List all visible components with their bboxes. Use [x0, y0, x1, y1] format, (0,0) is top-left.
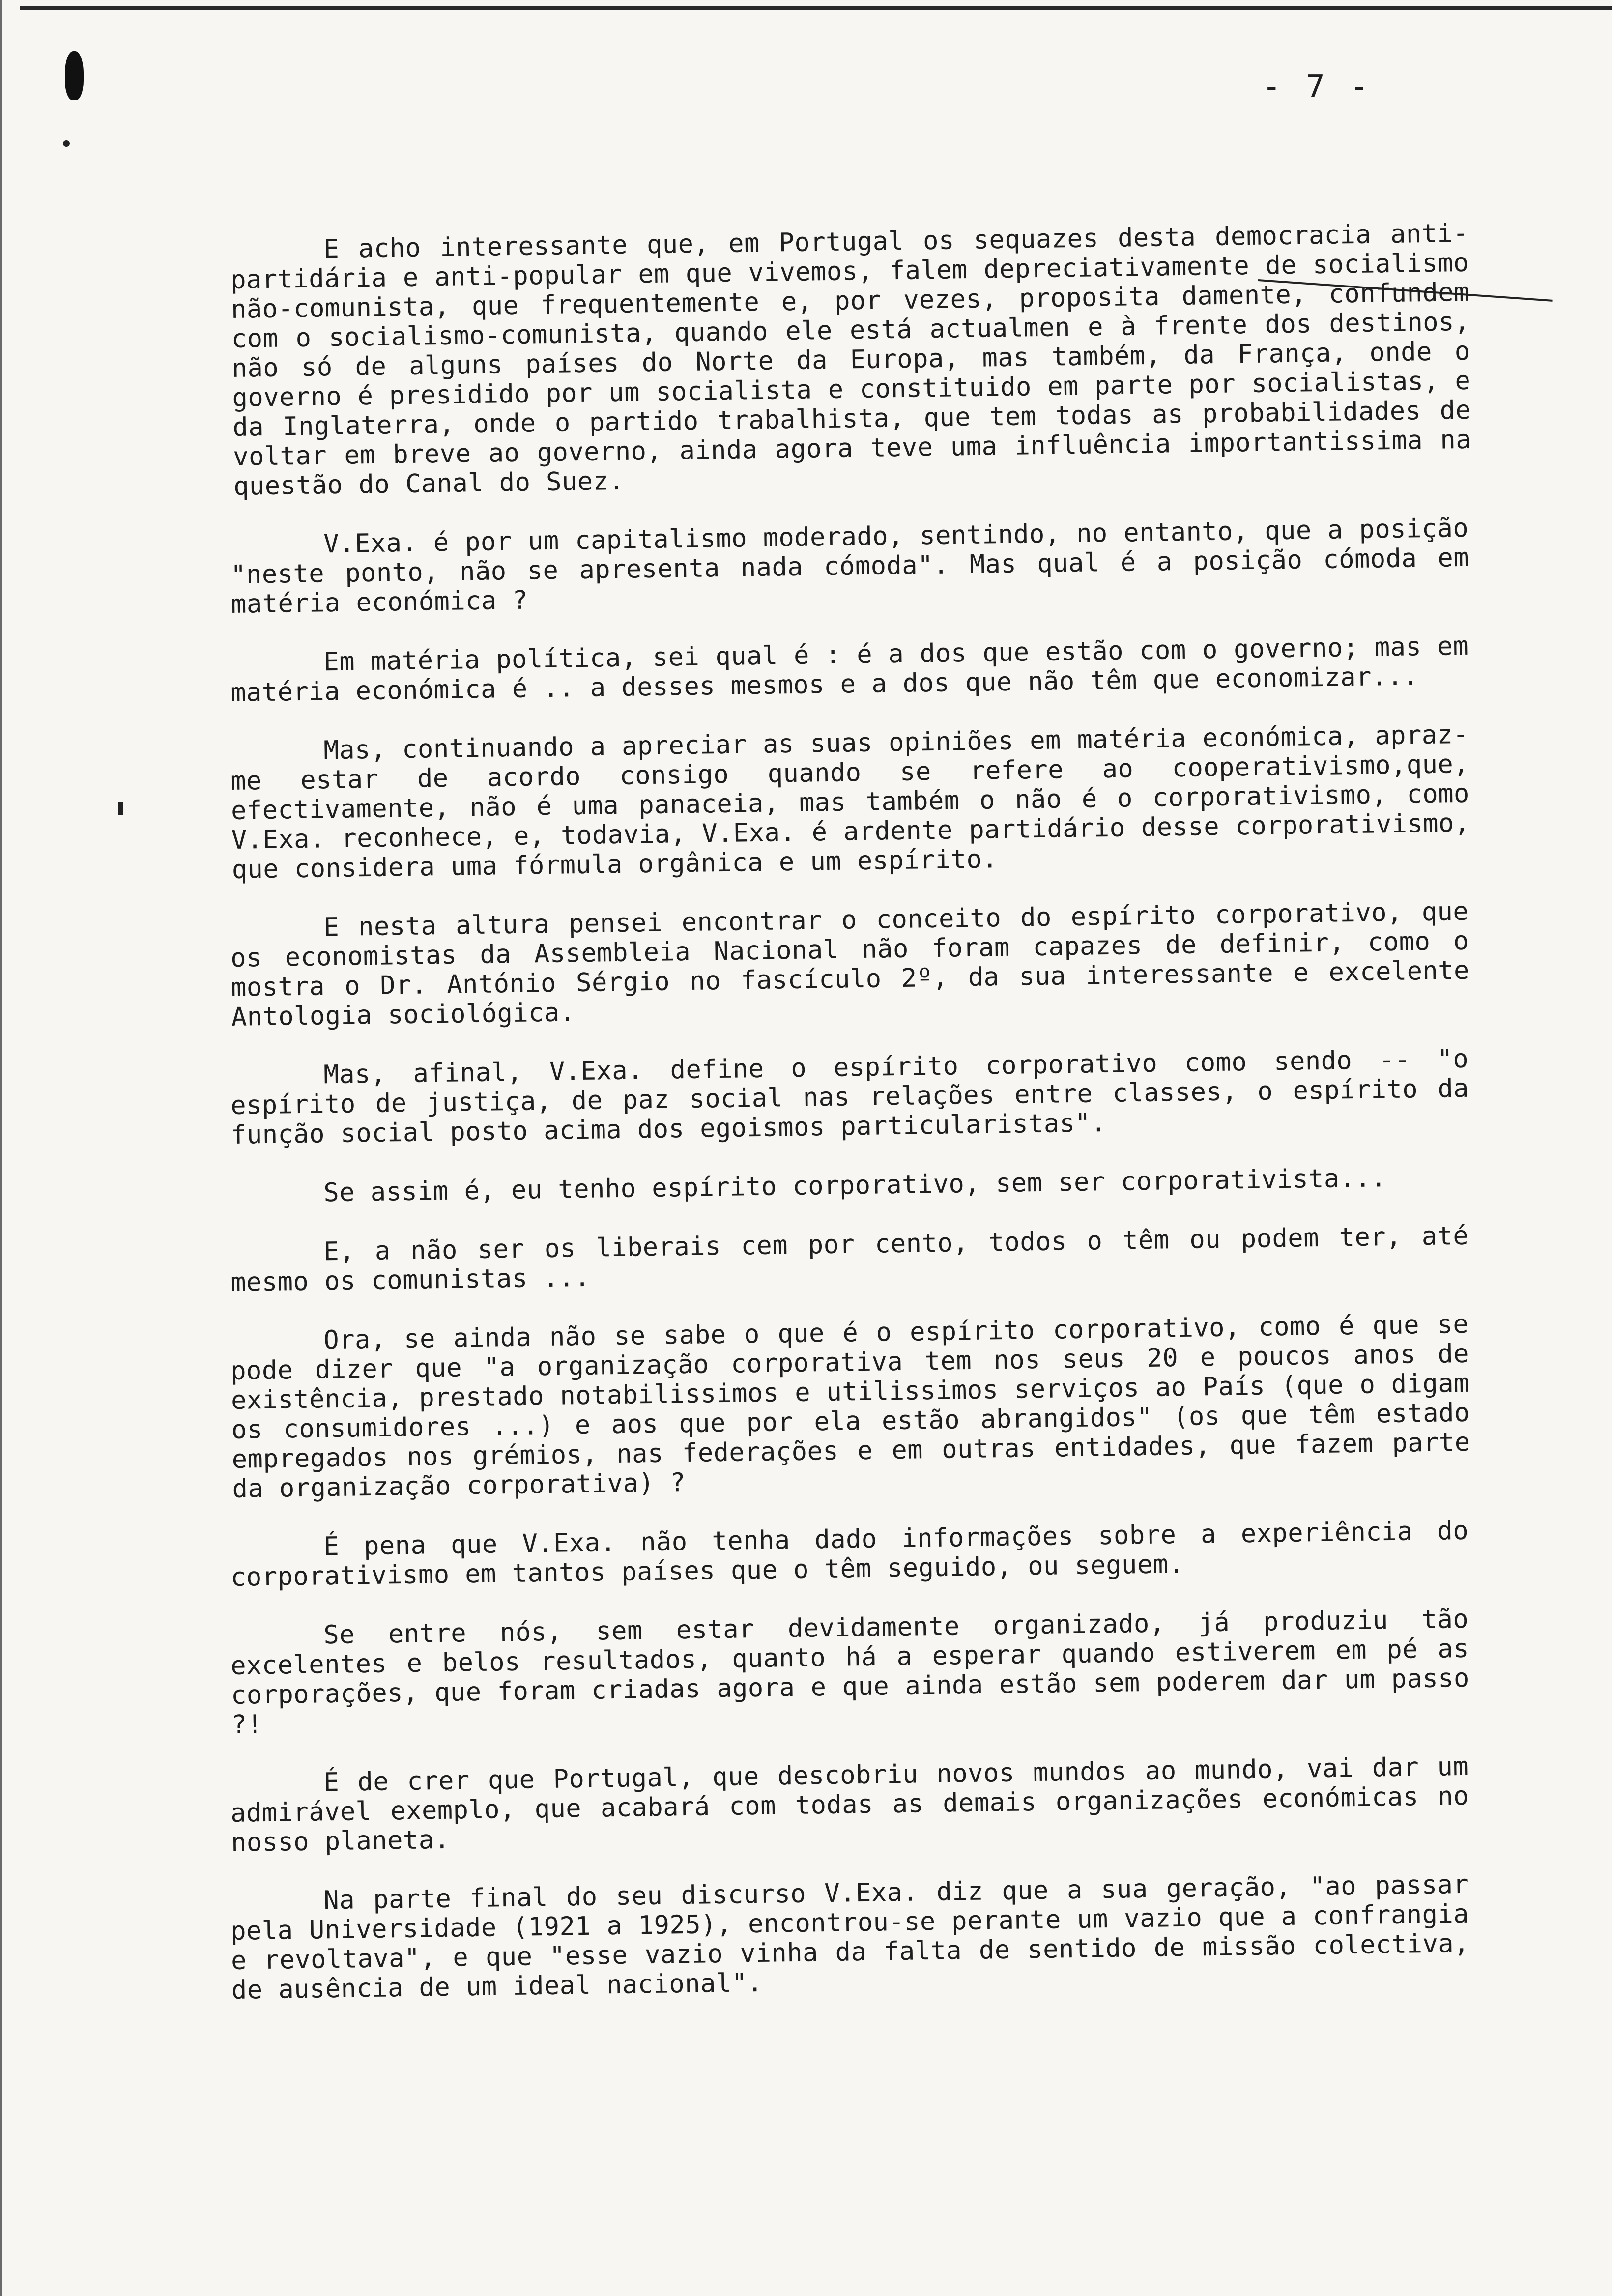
page-number: - 7 -	[1262, 69, 1372, 105]
ink-dot-mark	[63, 140, 70, 147]
paragraph-experience: É pena que V.Exa. não tenha dado informações sobre a experiência do corporativismo em tantos países que o têm seguido, ou seguem.	[230, 1516, 1485, 1592]
paragraph-capitalism: V.Exa. é por um capitalismo moderado, sentindo, no entanto, que a posição "neste ponto, não se apresenta nada cómoda". Mas qual é a posição cómoda em matéria económica ?	[230, 513, 1485, 619]
top-border-line	[20, 6, 1612, 10]
paragraph-socialism: E acho interessante que, em Portugal os sequazes desta democracia anti-partidária e anti-popular em que vivemos, falem depreciativamente de socialismo não-comunista, que frequentemente e, por vezes, proposita damente, confundem com o socialismo-comunista, quando ele está actualmen e à frente dos destinos, não só de alguns países do Norte da Europa, mas também, da França, onde o governo é presidido por um socialista e constituido em parte por socialistas, e da Inglaterra, onde o partido trabalhista, que tem todas as probabilidades de voltar em breve ao governo, ainda agora teve uma influência importantissima na questão do Canal do Suez.	[230, 218, 1488, 501]
typed-letter-body	[230, 218, 1488, 2035]
paragraph-final-part: Na parte final do seu discurso V.Exa. diz que a sua geração, "ao passar pela Universidade (1921 a 1925), encontrou-se perante um vazio que a confrangia e revoltava", e que "esse vazio vinha da falta de sentido de missão colectiva, de ausência de um ideal nacional".	[230, 1869, 1486, 2005]
paragraph-definition: Mas, afinal, V.Exa. define o espírito corporativo como sendo -- "o espírito de justiça, de paz social nas relações entre classes, o espírito da função social posto acima dos egoismos particularistas".	[230, 1044, 1485, 1150]
paragraph-if-so: Se assim é, eu tenho espírito corporativo, sem ser corporativista...	[323, 1163, 1387, 1208]
left-border-line	[0, 0, 2, 2296]
paragraph-corporative-spirit: E nesta altura pensei encontrar o conceito do espírito corporativo, que os economistas da Assembleia Nacional não foram capazes de definir, como o mostra o Dr. António Sérgio no fascículo 2º, da sua interessante e excelente Antologia sociológica.	[230, 896, 1486, 1032]
paragraph-portugal-example: É de crer que Portugal, que descobriu novos mundos ao mundo, vai dar um admirável exemplo, que acabará com todas as demais organizações económicas no nosso planeta.	[230, 1751, 1485, 1858]
paragraph-results: Se entre nós, sem estar devidamente organizado, já produziu tão excelentes e belos resultados, quanto há a esperar quando estiverem em pé as corporações, que foram criadas agora e que ainda estão sem poderem dar um passo ?!	[230, 1604, 1486, 1740]
paragraph-political-matter: Em matéria política, sei qual é : é a dos que estão com o governo; mas em matéria económica é .. a desses mesmos e a dos que não têm que economizar...	[230, 631, 1485, 708]
binder-hole-mark	[65, 51, 84, 100]
paragraph-organization: Ora, se ainda não se sabe o que é o espírito corporativo, como é que se pode dizer que "a organização corporativa tem nos seus 20 e poucos anos de existência, prestado notabilissimos e utilissimos serviços ao País (que o digam os consumidores ...) e aos que por ela estão abrangidos" (os que têm estado empregados nos grémios, nas federações e em outras entidades, que fazem parte da organização corporativa) ?	[230, 1309, 1486, 1504]
margin-tick-mark	[118, 802, 123, 815]
paragraph-cooperativism: Mas, continuando a apreciar as suas opiniões em matéria económica, apraz-me estar de acordo consigo quando se refere ao cooperativismo,que, efectivamente, não é uma panaceia, mas também o não é o corporativismo, como V.Exa. reconhece, e, todavia, V.Exa. é ardente partidário desse corporativismo, que considera uma fórmula orgânica e um espírito.	[230, 719, 1486, 885]
paragraph-liberals: E, a não ser os liberais cem por cento, todos o têm ou podem ter, até mesmo os comunistas ...	[230, 1221, 1485, 1297]
